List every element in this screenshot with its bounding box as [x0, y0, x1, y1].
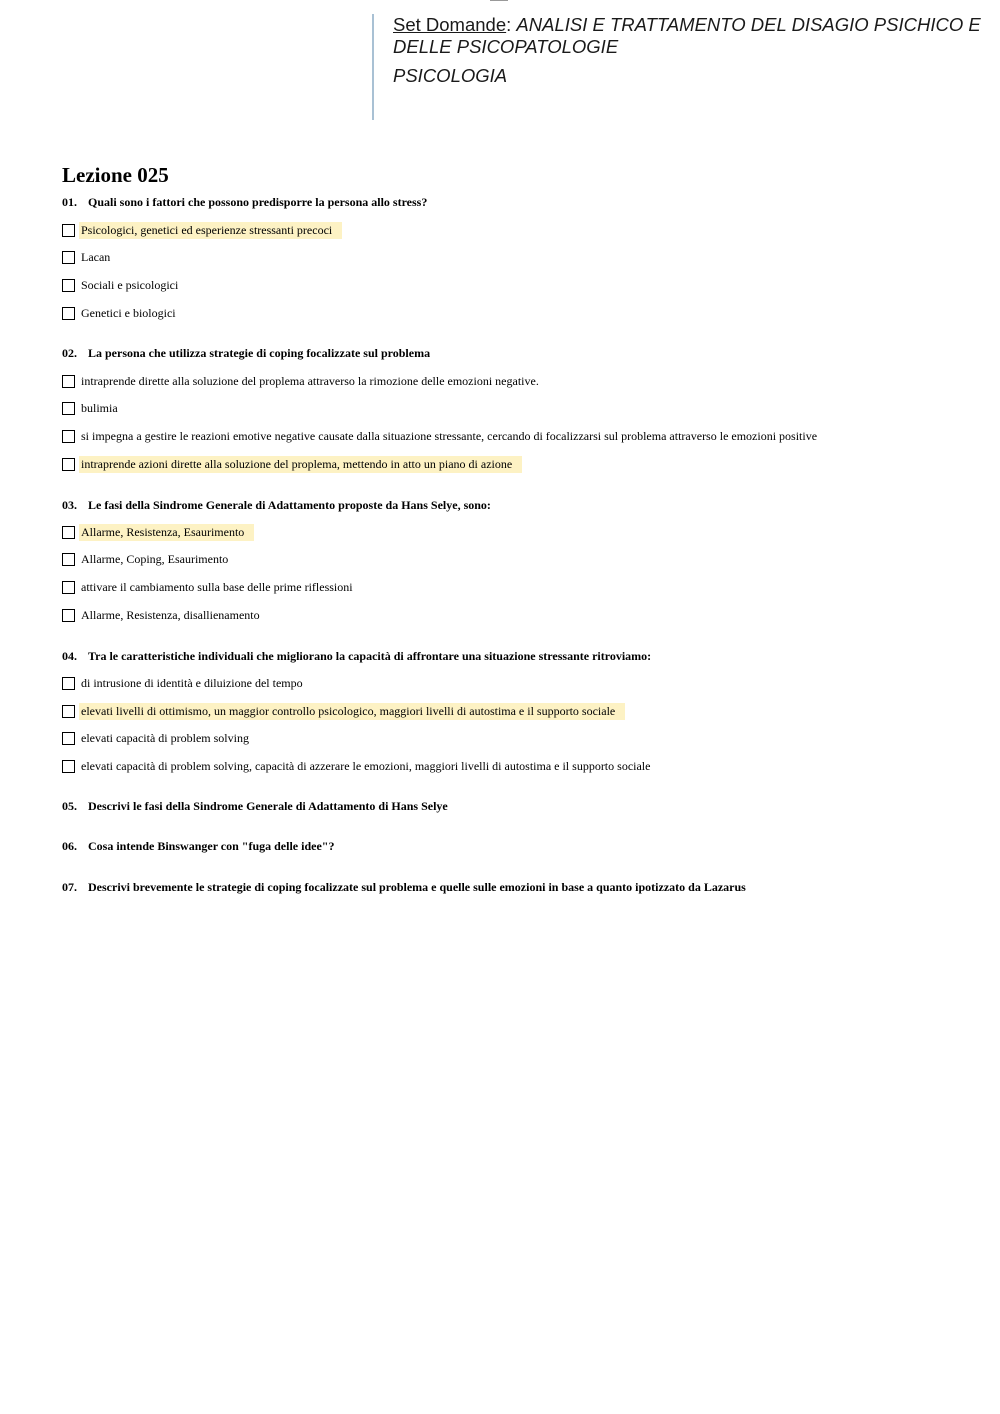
checkbox[interactable] [62, 553, 75, 566]
option-04-b[interactable] [62, 703, 625, 719]
question-03 [62, 498, 491, 513]
question-07 [62, 880, 746, 895]
option-04-c[interactable] [62, 730, 251, 746]
checkbox[interactable] [62, 581, 75, 594]
option-text: Sociali e psicologici [81, 277, 179, 292]
question-text: La persona che utilizza strategie di coping focalizzate sul problema [88, 346, 431, 360]
question-number: 03. [62, 498, 77, 512]
option-text: attivare il cambiamento sulla base delle prime riflessioni [81, 579, 353, 594]
option-text: intraprende azioni dirette alla soluzione del proplema, mettendo in atto un piano di azione [79, 456, 522, 473]
question-number: 04. [62, 649, 77, 663]
document-header [393, 14, 993, 87]
option-02-a[interactable] [62, 373, 541, 389]
header-divider [372, 14, 374, 120]
option-02-c[interactable] [62, 428, 819, 444]
question-06 [62, 839, 334, 854]
option-03-a[interactable] [62, 524, 254, 540]
question-04 [62, 649, 651, 664]
question-text: Descrivi le fasi della Sindrome Generale di Adattamento di Hans Selye [88, 799, 448, 813]
question-text: Descrivi brevemente le strategie di coping focalizzate sul problema e quelle sulle emozioni in base a quanto ipotizzato da Lazarus [88, 880, 746, 894]
option-01-d[interactable] [62, 305, 178, 321]
top-mark [490, 0, 508, 1]
option-01-a[interactable] [62, 222, 342, 238]
option-04-d[interactable] [62, 758, 652, 774]
set-label: Set Domande [393, 14, 507, 35]
checkbox[interactable] [62, 307, 75, 320]
subject-label: PSICOLOGIA [393, 65, 508, 86]
option-text: Allarme, Resistenza, disallienamento [81, 607, 260, 622]
option-02-d[interactable] [62, 456, 522, 472]
question-number: 05. [62, 799, 77, 813]
question-text: Le fasi della Sindrome Generale di Adattamento proposte da Hans Selye, sono: [88, 498, 491, 512]
option-text: Allarme, Coping, Esaurimento [81, 551, 229, 566]
set-title: ANALISI E TRATTAMENTO DEL DISAGIO PSICHICO E DELLE PSICOPATOLOGIE [393, 14, 981, 57]
checkbox[interactable] [62, 375, 75, 388]
option-03-c[interactable] [62, 579, 355, 595]
checkbox[interactable] [62, 402, 75, 415]
option-text: si impegna a gestire le reazioni emotive negative causate dalla situazione stressante, cercando di focalizzarsi sul problema attraverso le emozioni positive [81, 428, 818, 443]
checkbox[interactable] [62, 279, 75, 292]
question-text: Tra le caratteristiche individuali che migliorano la capacità di affrontare una situazione stressante ritroviamo: [88, 649, 652, 663]
option-text: bulimia [81, 400, 118, 415]
option-01-c[interactable] [62, 277, 180, 293]
option-text: elevati capacità di problem solving [81, 730, 249, 745]
option-text: elevati livelli di ottimismo, un maggior controllo psicologico, maggiori livelli di autostima e il supporto sociale [79, 703, 625, 720]
checkbox[interactable] [62, 224, 75, 237]
checkbox[interactable] [62, 251, 75, 264]
option-text: di intrusione di identità e diluizione del tempo [81, 675, 303, 690]
checkbox[interactable] [62, 732, 75, 745]
checkbox[interactable] [62, 609, 75, 622]
question-01 [62, 195, 427, 210]
question-number: 07. [62, 880, 77, 894]
option-01-b[interactable] [62, 249, 112, 265]
question-number: 06. [62, 839, 77, 853]
checkbox[interactable] [62, 705, 75, 718]
checkbox[interactable] [62, 526, 75, 539]
option-text: elevati capacità di problem solving, capacità di azzerare le emozioni, maggiori livelli di autostima e il supporto sociale [81, 758, 651, 773]
question-05 [62, 799, 448, 814]
option-03-b[interactable] [62, 551, 230, 567]
question-text: Cosa intende Binswanger con "fuga delle idee"? [88, 839, 335, 853]
checkbox[interactable] [62, 677, 75, 690]
option-text: Psicologici, genetici ed esperienze stressanti precoci [79, 222, 342, 239]
option-text: Genetici e biologici [81, 305, 176, 320]
question-number: 02. [62, 346, 77, 360]
option-text: intraprende dirette alla soluzione del proplema attraverso la rimozione delle emozioni negative. [81, 373, 539, 388]
checkbox[interactable] [62, 760, 75, 773]
option-03-d[interactable] [62, 607, 262, 623]
question-02 [62, 346, 430, 361]
header-title-line [393, 14, 993, 58]
set-separator: : [506, 14, 517, 35]
checkbox[interactable] [62, 430, 75, 443]
option-text: Allarme, Resistenza, Esaurimento [79, 524, 254, 541]
option-text: Lacan [81, 249, 111, 264]
question-text: Quali sono i fattori che possono predisporre la persona allo stress? [88, 195, 428, 209]
checkbox[interactable] [62, 458, 75, 471]
option-02-b[interactable] [62, 400, 120, 416]
option-04-a[interactable] [62, 675, 305, 691]
lesson-title: Lezione 025 [62, 163, 169, 187]
question-number: 01. [62, 195, 77, 209]
